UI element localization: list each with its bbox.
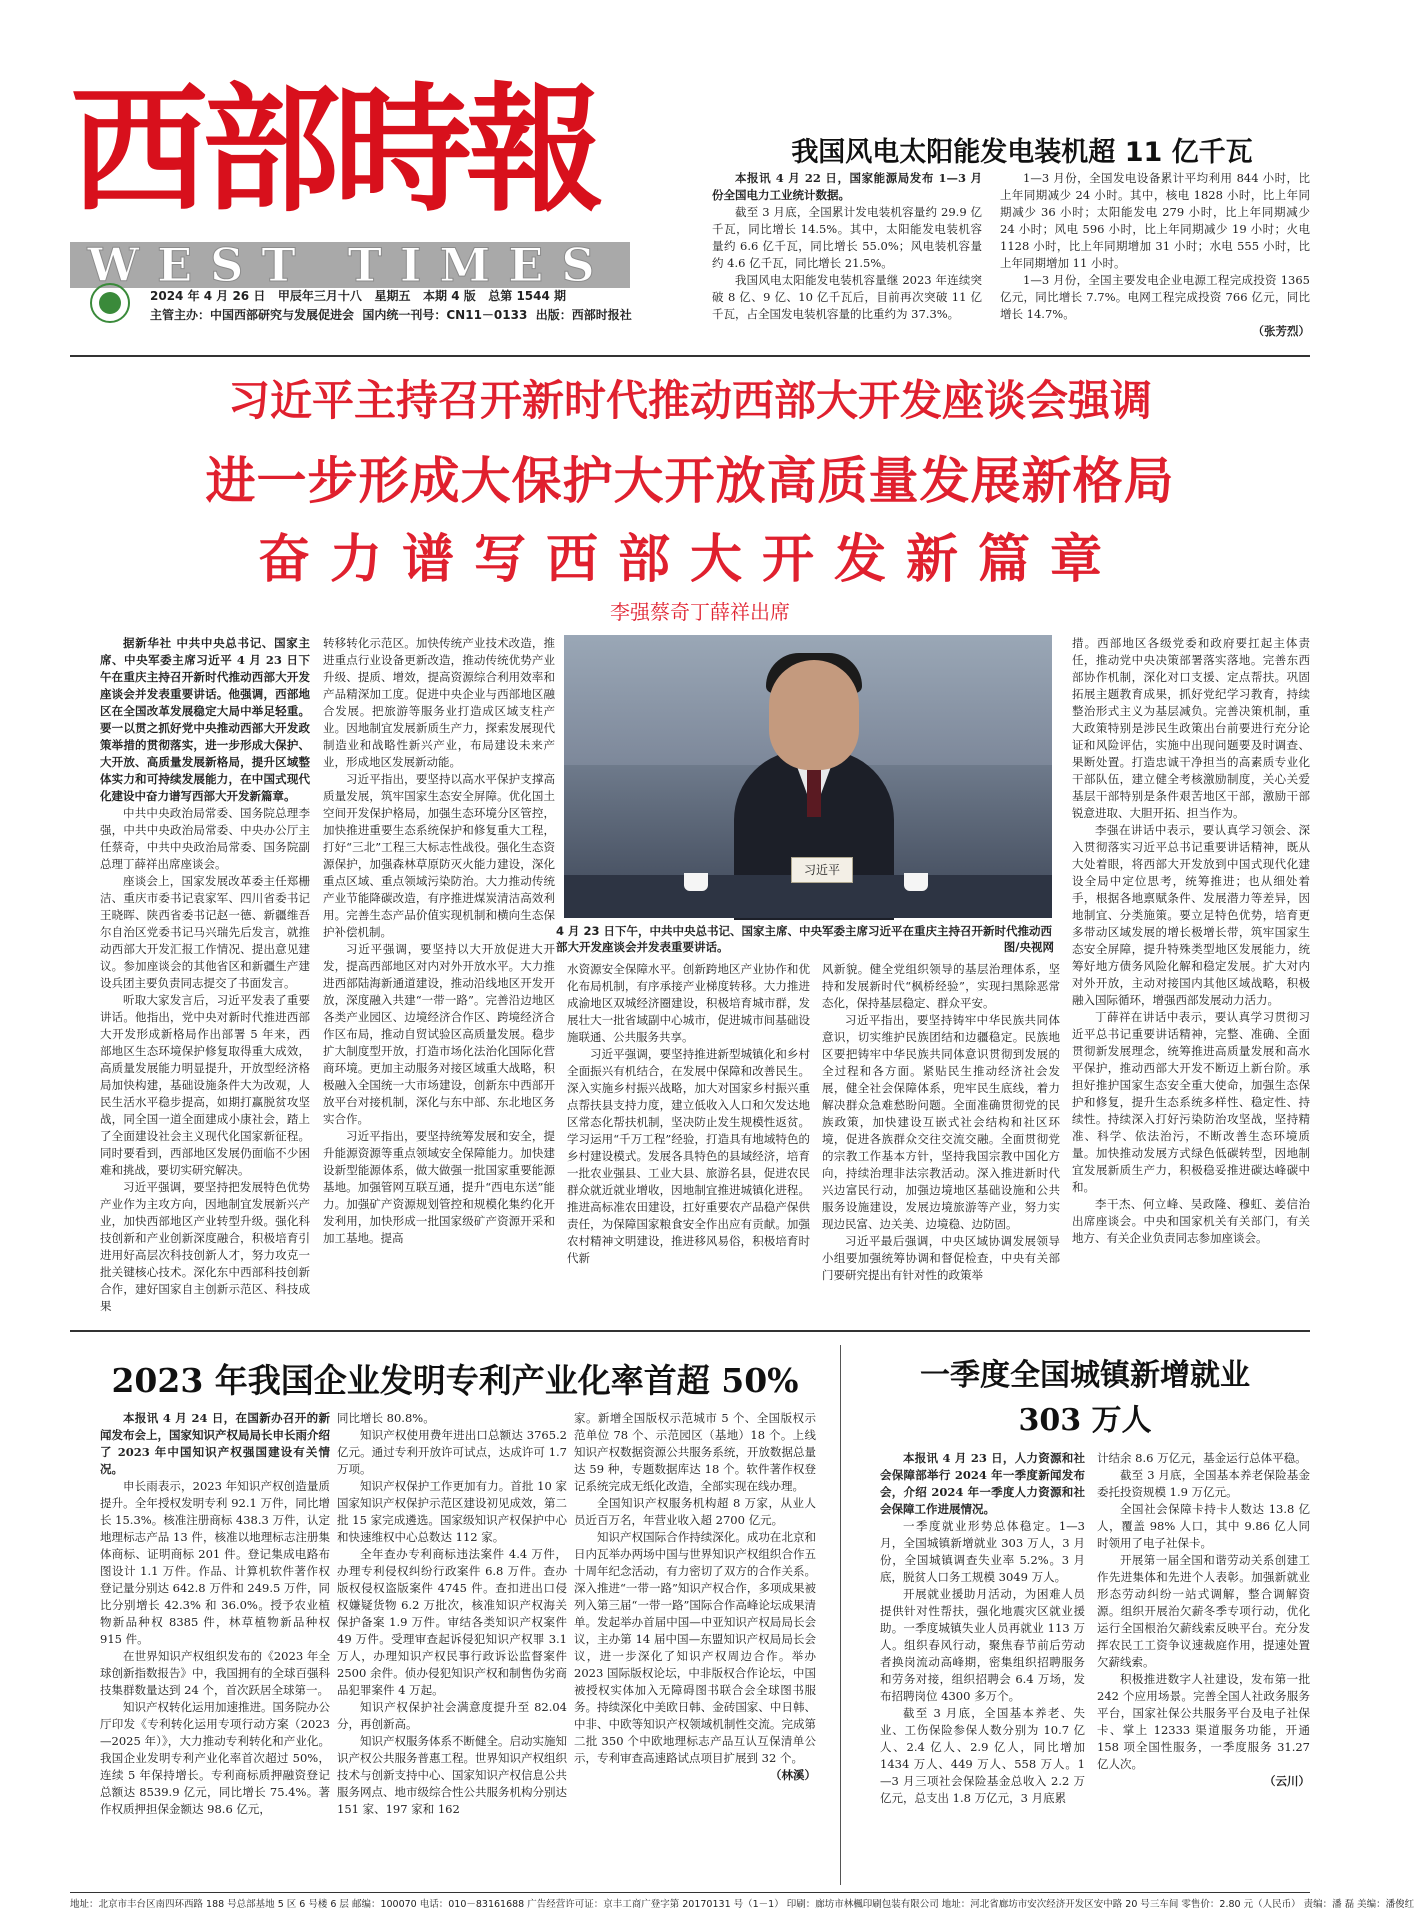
brief-author: （张芳烈） — [1252, 324, 1310, 338]
emblem-icon — [90, 283, 130, 323]
column-divider — [840, 1345, 841, 1885]
patent-paragraph: 知识产权保护工作更加有力。首批 10 家国家知识产权保护示范区建设初见成效，第二批 15 家完成遴选。国家级知识产权保护中心和快速维权中心总数达 112 家。 — [337, 1479, 567, 1544]
jobs-headline-line1: 一季度全国城镇新增就业 — [920, 1358, 1250, 1393]
news-photo — [564, 635, 1052, 918]
footer-info: 地址：北京市丰台区南四环西路 188 号总部基地 5 区 6 号楼 6 层 邮编：100070 电话：010－83161688 广告经营许可证：京丰工商广登字第 20170131 号（1－1） 印刷：廊坊市林楓印刷包装有限公司 地址：河北省廊坊市安次经济开发区安中路 20 号三车间 零售价：2.80 元（人民币） 责编：潘 磊 美编：潘俊红 — [70, 1899, 1414, 1910]
sponsor: 主管主办：中国西部研究与发展促进会 — [150, 308, 355, 322]
lead-paragraph: 习近平指出，要坚持统筹发展和安全，提升能源资源等重点领域安全保障能力。加快建设新型能源体系，做大做强一批国家重要能源基地。加强管网互联互通，提升“西电东送”能力。加强矿产资源规划管控和规模化集约化开发利用，加快形成一批国家级矿产资源开采和加工基地。提高 — [323, 1129, 555, 1245]
lead-column-1 — [100, 635, 310, 1313]
lead-column-5 — [1072, 635, 1310, 1290]
brief-paragraph: 1—3 月份，全国发电设备累计平均利用 844 小时，比上年同期减少 24 小时。其中，核电 1828 小时，比上年同期减少 36 小时；太阳能发电 279 小时，比上年同期减少 24 小时；风电 596 小时，比上年同期减少 19 小时；火电 1128 小时，比上年同期增加 31 小时；水电 555 小时，比上年同期增加 11 小时。 — [1000, 171, 1310, 270]
patent-paragraph: 知识产权服务体系不断健全。启动实施知识产权公共服务普惠工程。世界知识产权组织技术与创新支持中心、国家知识产权信息公共服务网点、地市级综合性公共服务机构分别达 151 家、197 家和 162 — [337, 1734, 567, 1816]
jobs-paragraph: 开展第一届全国和谐劳动关系创建工作先进集体和先进个人表彰。加强新就业形态劳动纠纷一站式调解，整合调解资源。组织开展治欠薪冬季专项行动，优化运行全国根治欠薪线索反映平台。充分发挥农民工工资争议速裁庭作用，提速处置欠薪线索。 — [1097, 1553, 1310, 1669]
lead-column-2 — [323, 635, 555, 1290]
jobs-paragraph: 积极推进数字人社建设，发布第一批 242 个应用场景。完善全国人社政务服务平台，国家社保公共服务平台及电子社保卡、掌上 12333 渠道服务功能，开通 158 项全国性服务，一季度服务 31.27 亿人次。 — [1097, 1672, 1310, 1771]
lead-paragraph: 习近平最后强调，中央区域协调发展领导小组要加强统筹协调和督促检查，中央有关部门要研究提出有针对性的政策举 — [822, 1234, 1060, 1282]
lead-paragraph: 风新貌。健全党组织领导的基层治理体系，坚持和发展新时代“枫桥经验”，实现扫黑除恶常态化，保持基层稳定、群众平安。 — [822, 962, 1060, 1010]
patent-paragraph: 知识产权保护社会满意度提升至 82.04 分，再创新高。 — [337, 1700, 567, 1731]
lead-paragraph: 习近平指出，要坚持铸牢中华民族共同体意识，切实维护民族团结和边疆稳定。民族地区要把铸牢中华民族共同体意识贯彻到发展的全过程和各方面。紧贴民生推动经济社会发展，健全社会保障体系，兜牢民生底线，着力解决群众急难愁盼问题。全面准确贯彻党的民族政策，加快建设互嵌式社会结构和社区环境，促进各族群众交往交流交融。全面贯彻党的宗教工作基本方针，坚持我国宗教中国化方向，持续治理非法宗教活动。深入推进新时代兴边富民行动，加强边境地区基础设施和公共服务设施建设，发展边境旅游等产业，努力实现边民富、边关美、边境稳、边防固。 — [822, 1013, 1060, 1231]
lead-paragraph: 中共中央政治局常委、国务院总理李强，中共中央政治局常委、中央办公厅主任蔡奇，中共中央政治局常委、国务院副总理丁薛祥出席座谈会。 — [100, 806, 310, 871]
patent-column-2 — [337, 1410, 567, 1885]
lead-paragraph: 措。西部地区各级党委和政府要扛起主体责任，推动党中央决策部署落实落地。完善东西部协作机制，深化对口支援、定点帮扶。巩固拓展主题教育成果，抓好党纪学习教育，持续整治形式主义为基层减负。完善决策机制，重大政策特别是涉民生政策出台前要进行充分论证和风险评估，实施中出现问题要及时调查、果断处置。打造忠诚干净担当的高素质专业化干部队伍，建立健全考核激励制度，关心关爱基层干部特别是条件艰苦地区干部，激励干部锐意进取、大胆开拓、担当作为。 — [1072, 636, 1310, 820]
photo-caption — [556, 923, 1054, 955]
patent-paragraph: 同比增长 80.8%。 — [337, 1411, 435, 1425]
lead-paragraph: 座谈会上，国家发展改革委主任郑栅洁、重庆市委书记袁家军、四川省委书记王晓晖、陕西省委书记赵一德、新疆维吾尔自治区党委书记马兴瑞先后发言，就推动西部大开发汇报工作情况、提出意见建议。参加座谈会的其他省区和新疆生产建设兵团主要负责同志提交了书面发言。 — [100, 874, 310, 990]
lead-paragraph: 丁薛祥在讲话中表示，要认真学习贯彻习近平总书记重要讲话精神，完整、准确、全面贯彻新发展理念，统筹推进高质量发展和高水平保护，推动西部大开发不断迈上新台阶。承担好推护国家生态安全重大使命，加强生态保护和修复，提升生态系统多样性、稳定性、持续性。持续深入打好污染防治攻坚战，坚持精准、科学、依法治污，不断改善生态环境质量。加快推动发展方式绿色低碳转型，因地制宜发展新质生产力，积极稳妥推进碳达峰碳中和。 — [1072, 1010, 1310, 1194]
brief-paragraph: 本报讯 4 月 22 日，国家能源局发布 1—3 月份全国电力工业统计数据。 — [712, 171, 982, 202]
logo-english: WEST TIMES — [87, 238, 613, 292]
lunar-date: 甲辰年三月十八 — [277, 289, 362, 303]
brief-paragraph: 截至 3 月底，全国累计发电装机容量约 29.9 亿千瓦，同比增长 14.5%。其中，太阳能发电装机容量约 6.6 亿千瓦，同比增长 55.0%；风电装机容量约 4.6 亿千瓦，同比增长 21.5%。 — [712, 205, 982, 270]
lead-paragraph: 习近平指出，要坚持以高水平保护支撑高质量发展，筑牢国家生态安全屏障。优化国土空间开发保护格局，加强生态环境分区管控，加快推进重要生态系统保护和修复重大工程，打好“三北”工程三大标志性战役。强化生态资源保护，加强森林草原防灭火能力建设，深化重点区域、重点领域污染防治。大力推动传统产业节能降碳改造，有序推进煤炭清洁高效利用。完善生态产品价值实现机制和横向生态保护补偿机制。 — [323, 772, 555, 939]
jobs-paragraph: 一季度就业形势总体稳定。1—3 月，全国城镇新增就业 303 万人，3 月份，全国城镇调查失业率 5.2%。3 月底，脱贫人口务工规模 3049 万人。 — [880, 1519, 1085, 1584]
jobs-paragraph: 全国社会保障卡持卡人数达 13.8 亿人，覆盖 98% 人口，其中 9.86 亿人同时领用了电子社保卡。 — [1097, 1502, 1310, 1550]
publisher: 出版：西部时报社 — [535, 308, 632, 322]
logo-chinese: 西部時報 — [70, 68, 599, 231]
lead-paragraph: 习近平强调，要坚持推进新型城镇化和乡村全面振兴有机结合，在发展中保障和改善民生。深入实施乡村振兴战略，加大对国家乡村振兴重点帮扶县支持力度，建立低收入人口和欠发达地区常态化帮扶机制，坚决防止发生规模性返贫。学习运用“千万工程”经验，打造具有地域特色的乡村建设模式。发展各具特色的县域经济，培育一批农业强县、工业大县、旅游名县，促进农民群众就近就业增收，因地制宜推进城镇化进程。推进高标准农田建设，扛好重要农产品稳产保供责任，为保障国家粮食安全作出应有贡献。加强农村精神文明建设，推进移风易俗，积极培育时代新 — [567, 1047, 810, 1265]
patent-paragraph: 本报讯 4 月 24 日，在国新办召开的新闻发布会上，国家知识产权局局长申长雨介绍了 2023 年中国知识产权强国建设有关情况。 — [100, 1411, 330, 1476]
masthead-logo — [70, 68, 630, 292]
jobs-column-1 — [880, 1450, 1085, 1885]
lead-paragraph: 听取大家发言后，习近平发表了重要讲话。他指出，党中央对新时代推进西部大开发形成新格局作出部署 5 年来，西部地区生态环境保护修复取得重大成效，高质量发展能力明显提升，开放型经济格局加快构建，基础设施条件大为改观，人民生活水平稳步提高，如期打赢脱贫攻坚战，同全国一道全面建成小康社会，踏上了全面建设社会主义现代化国家新征程。同时要看到，西部地区发展仍面临不少困难和挑战，要切实研究解决。 — [100, 993, 310, 1177]
jobs-paragraph: 本报讯 4 月 23 日，人力资源和社会保障部举行 2024 年一季度新闻发布会，介绍 2024 年一季度人力资源和社会保障工作进展情况。 — [880, 1451, 1085, 1516]
lead-subhead: 李强蔡奇丁薛祥出席 — [610, 600, 790, 624]
lead-column-3 — [567, 961, 810, 1291]
brief-column-2 — [1000, 170, 1310, 340]
lead-paragraph: 水资源安全保障水平。创新跨地区产业协作和优化布局机制，有序承接产业梯度转移。大力推进成渝地区双城经济圈建设，积极培育城市群，发展壮大一批省域副中心城市，促进城市间基础设施联通、公共服务共享。 — [567, 962, 810, 1044]
jobs-paragraph: 计结余 8.6 万亿元，基金运行总体平稳。 — [1097, 1451, 1307, 1465]
page-count: 本期 4 版 — [423, 289, 476, 303]
lead-paragraph: 据新华社 中共中央总书记、国家主席、中央军委主席习近平 4 月 23 日下午在重庆主持召开新时代推动西部大开发座谈会并发表重要讲话。他强调，西部地区在全国改革发展稳定大局中举足轻重。要一以贯之抓好党中央推动西部大开发政策举措的贯彻落实，进一步形成大保护、大开放、高质量发展新格局，提升区域整体实力和可持续发展能力，在中国式现代化建设中奋力谱写西部大开发新篇章。 — [100, 636, 310, 803]
lead-headline-3: 奋力谱写西部大开发新篇章 — [257, 530, 1122, 590]
patent-paragraph: 全年查办专利商标违法案件 4.4 万件，办理专利侵权纠纷行政案件 6.8 万件。查办版权侵权盗版案件 4745 件。查扣进出口侵权嫌疑货物 6.2 万批次，核准知识产权海关保护备案 1.9 万件。审结各类知识产权案件 49 万件。受理审查起诉侵犯知识产权罪 3.1 万人，办理知识产权民事行政诉讼监督案件 2500 余件。侦办侵犯知识产权和制售伪劣商品犯罪案件 4 万起。 — [337, 1547, 567, 1697]
name-plate: 习近平 — [791, 857, 853, 883]
patent-headline: 2023 年我国企业发明专利产业化率首超 50% — [111, 1361, 799, 1400]
lead-paragraph: 转移转化示范区。加快传统产业技术改造，推进重点行业设备更新改造，推动传统优势产业升级、提质、增效，提高资源综合利用效率和产品精深加工度。促进中央企业与西部地区融合发展。把旅游等服务业打造成区域支柱产业。因地制宜发展新质生产力，探索发展现代制造业和战略性新兴产业，布局建设未来产业，形成地区发展新动能。 — [323, 636, 555, 769]
jobs-author: （云川） — [1264, 1774, 1310, 1788]
patent-paragraph: 知识产权使用费年进出口总额达 3765.2 亿元。通过专利开放许可试点，达成许可 1.7 万项。 — [337, 1428, 567, 1476]
jobs-paragraph: 截至 3 月底，全国基本养老保险基金委托投资规模 1.9 万亿元。 — [1097, 1468, 1310, 1499]
divider — [70, 1892, 1310, 1893]
issue-total: 总第 1544 期 — [488, 289, 567, 303]
lead-paragraph: 习近平强调，要坚持把发展特色优势产业作为主攻方向，因地制宜发展新兴产业，加快西部地区产业转型升级。强化科技创新和产业创新深度融合，积极培育引进用好高层次科技创新人才，努力攻克一批关键核心技术。深化东中西部科技创新合作，建好国家自主创新示范区、科技成果 — [100, 1180, 310, 1313]
patent-author: （林溪） — [770, 1768, 816, 1782]
lead-paragraph: 李强在讲话中表示，要认真学习领会、深入贯彻落实习近平总书记重要讲话精神，既从大处着眼，将西部大开发放到中国式现代化建设全局中定位思考，统筹推进；也从细处着手，根据各地禀赋条件、发展潜力等差异，因地制宜、分类施策。要立足特色优势，培育更多带动区域发展的增长极增长带，筑牢国家生态安全屏障，提升特殊类型地区发展能力，统筹好地方债务风险化解和稳定发展。扩大对内对外开放，主动对接国内其他区域战略，积极融入国际循环，增强西部发展动力活力。 — [1072, 823, 1310, 1007]
cn-number: 国内统一刊号：CN11－0133 — [362, 308, 528, 322]
patent-column-1 — [100, 1410, 330, 1885]
lead-column-4 — [822, 961, 1060, 1291]
divider — [70, 1330, 1310, 1332]
brief-column-1 — [712, 170, 982, 323]
brief-headline: 我国风电太阳能发电装机超 11 亿千瓦 — [791, 137, 1253, 168]
caption-text: 4 月 23 日下午，中共中央总书记、国家主席、中央军委主席习近平在重庆主持召开新时代推动西部大开发座谈会并发表重要讲话。 — [556, 924, 1053, 954]
brief-paragraph: 1—3 月份，全国主要发电企业电源工程完成投资 1365 亿元，同比增长 7.7%。电网工程完成投资 766 亿元，同比增长 14.7%。 — [1000, 273, 1310, 321]
masthead-info — [150, 287, 670, 325]
patent-paragraph: 在世界知识产权组织发布的《2023 年全球创新指数报告》中，我国拥有的全球百强科技集群数量达到 24 个，首次跃居全球第一。 — [100, 1649, 330, 1697]
patent-paragraph: 申长雨表示，2023 年知识产权创造量质提升。全年授权发明专利 92.1 万件，同比增长 15.3%。核准注册商标 438.3 万件，认定地理标志产品 13 件，核准以地理标志注册集体商标、证明商标 201 件。登记集成电路布图设计 1.1 万件。作品、计算机软件著作权登记量分别达 642.8 万件和 249.5 万件，同比分别增长 42.3% 和 36.0%。授予农业植物新品种权 8385 件，林草植物新品种权 915 件。 — [100, 1479, 330, 1646]
jobs-paragraph: 开展就业援助月活动，为困难人员提供针对性帮扶，强化地震灾区就业援助。一季度城镇失业人员再就业 113 万人。组织春风行动，聚焦春节前后劳动者换岗流动高峰期，密集组织招聘服务和劳务对接，组织招聘会 6.4 万场，发布招聘岗位 4300 多万个。 — [880, 1587, 1085, 1703]
patent-column-3 — [574, 1410, 816, 1885]
patent-paragraph: 知识产权国际合作持续深化。成功在北京和日内瓦举办两场中国与世界知识产权组织合作五十周年纪念活动，有力密切了双方的合作关系。深入推进“一带一路”知识产权合作，多项成果被列入第三届“一带一路”国际合作高峰论坛成果清单。发起举办首届中国—中亚知识产权局局长会议，主办第 14 届中国—东盟知识产权局局长会议，进一步深化了知识产权周边合作。举办 2023 国际版权论坛，中非版权合作论坛，中国被授权实体加入无障碍图书联合会全球图书服务。持续深化中美欧日韩、金砖国家、中日韩、中非、中欧等知识产权领域机制性交流。完成第二批 350 个中欧地理标志产品互认互保清单公示，专利审查高速路试点项目扩展到 32 个。 — [574, 1530, 816, 1765]
patent-paragraph: 全国知识产权服务机构超 8 万家，从业人员近百万名，年营业收入超 2700 亿元。 — [574, 1496, 816, 1527]
photo-credit: 图/央视网 — [1003, 940, 1054, 954]
patent-paragraph: 知识产权转化运用加速推进。国务院办公厅印发《专利转化运用专项行动方案（2023—2025 年）》，大力推动专利转化和产业化。我国企业发明专利产业化率首次超过 50%，连续 5 年保持增长。专利商标质押融资登记总额达 8539.9 亿元，同比增长 75.4%。著作权质押担保金额达 98.6 亿元， — [100, 1700, 330, 1816]
issue-date: 2024 年 4 月 26 日 — [150, 289, 266, 303]
divider — [70, 355, 1310, 357]
jobs-headline-line2: 303 万人 — [1018, 1403, 1152, 1438]
lead-headline-1: 习近平主持召开新时代推动西部大开发座谈会强调 — [227, 376, 1152, 425]
lead-headline-2: 进一步形成大保护大开放高质量发展新格局 — [205, 452, 1175, 510]
lead-paragraph: 李干杰、何立峰、吴政隆、穆虹、姜信治出席座谈会。中央和国家机关有关部门，有关地方、有关企业负责同志参加座谈会。 — [1072, 1197, 1310, 1245]
jobs-column-2 — [1097, 1450, 1310, 1885]
weekday: 星期五 — [374, 289, 411, 303]
lead-paragraph: 习近平强调，要坚持以大开放促进大开发，提高西部地区对内对外开放水平。大力推进西部陆海新通道建设，推动沿线地区开发开放，深度融入共建“一带一路”。完善沿边地区各类产业园区、边境经济合作区、跨境经济合作区布局，推动自贸试验区高质量发展。稳步扩大制度型开放，打造市场化法治化国际化营商环境。更加主动服务对接区域重大战略，积极融入全国统一大市场建设，创新东中西部开放平台对接机制，深化与东中部、东北地区务实合作。 — [323, 942, 555, 1126]
brief-paragraph: 我国风电太阳能发电装机容量继 2023 年连续突破 8 亿、9 亿、10 亿千瓦后，目前再次突破 11 亿千瓦，占全国发电装机容量的比重约为 37.3%。 — [712, 273, 982, 321]
jobs-paragraph: 截至 3 月底，全国基本养老、失业、工伤保险参保人数分别为 10.7 亿人、2.4 亿人、2.9 亿人，同比增加 1434 万人、449 万人、558 万人。1—3 月三项社会保险基金总收入 2.2 万亿元，总支出 1.8 万亿元，3 月底累 — [880, 1706, 1085, 1805]
patent-paragraph: 家。新增全国版权示范城市 5 个、全国版权示范单位 78 个、示范园区（基地）18 个。上线知识产权数据资源公共服务系统，开放数据总量达 59 种，专题数据库达 18 个。软件著作权登记系统完成无纸化改造，全部实现在线办理。 — [574, 1411, 816, 1493]
